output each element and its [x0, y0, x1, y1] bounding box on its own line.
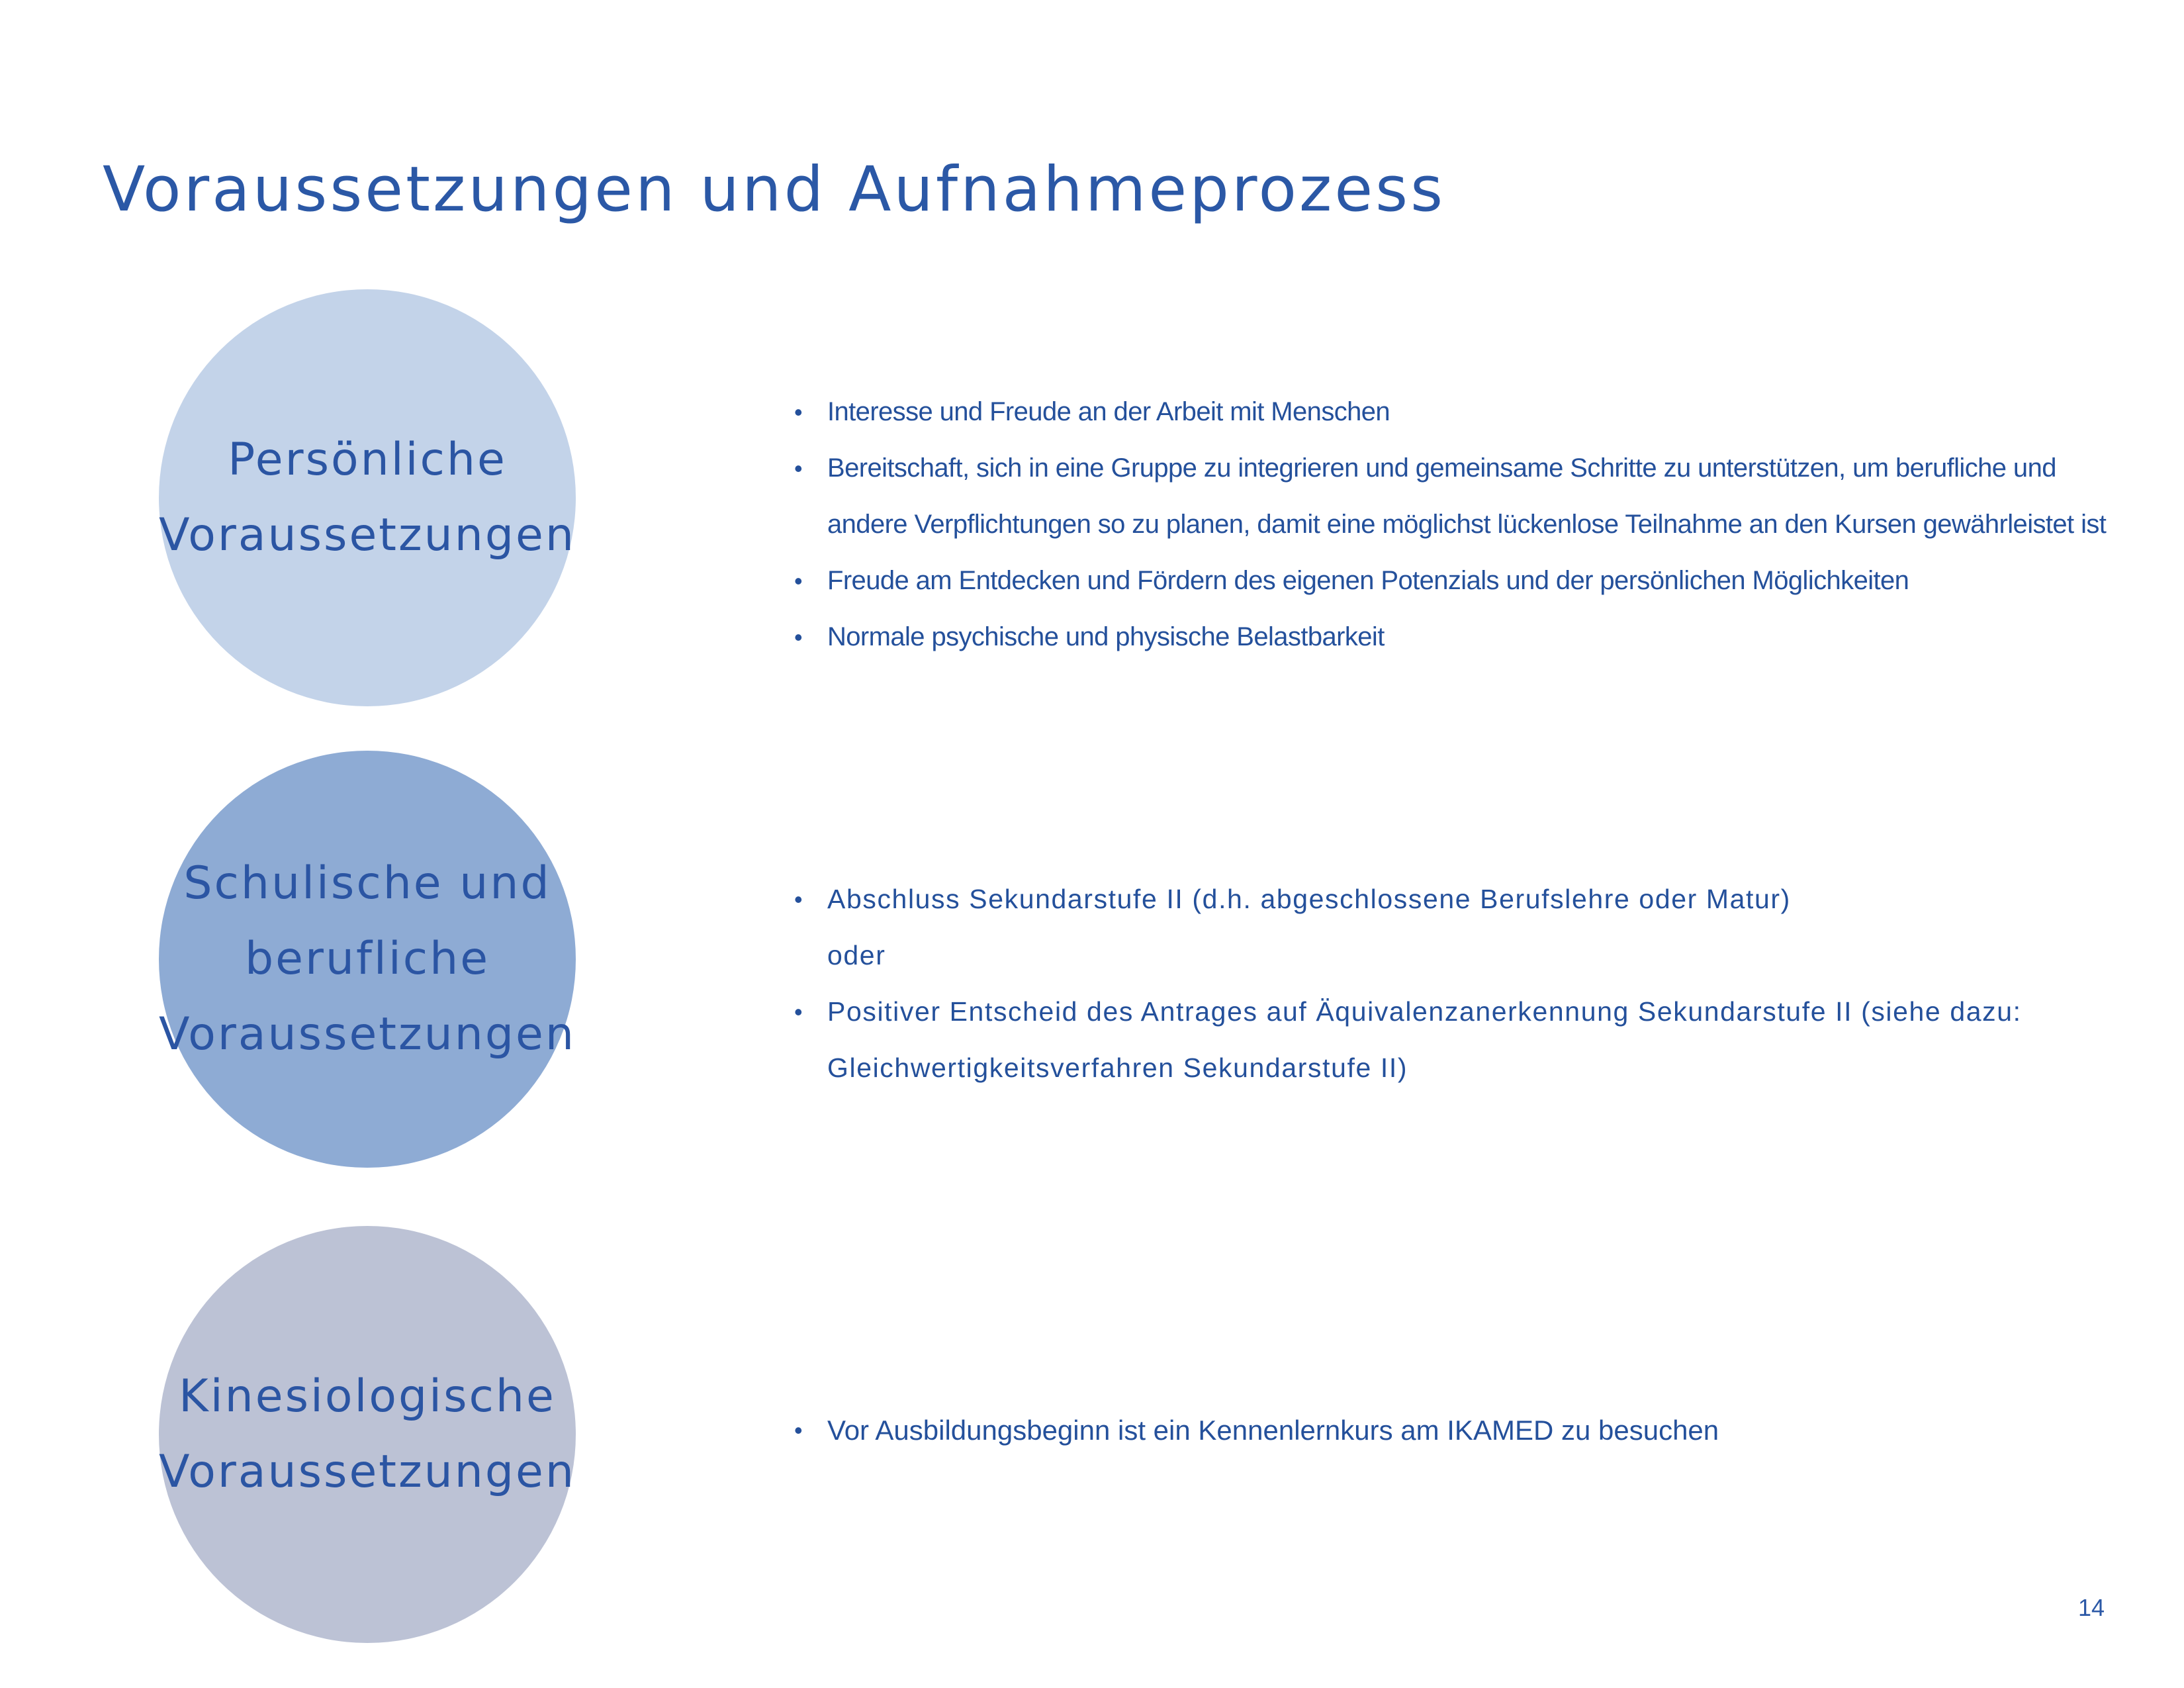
circle-label-line: Persönliche	[228, 434, 507, 486]
bullet: •	[794, 1417, 803, 1444]
circle-persoenliche-voraussetzungen	[159, 289, 576, 706]
circle-label-line: Kinesiologische	[179, 1370, 556, 1423]
list-item-continuation	[794, 927, 2022, 984]
list-item-text: Gleichwertigkeitsverfahren Sekundarstufe II)	[827, 1053, 1408, 1083]
circle-label	[159, 422, 576, 573]
list-item-text: Bereitschaft, sich in eine Gruppe zu integrieren und gemeinsame Schritte zu unterstützen, um berufliche und	[827, 453, 2056, 483]
list-item-text: Positiver Entscheid des Antrages auf Äquivalenzanerkennung Sekundarstufe II (siehe dazu:	[827, 996, 2022, 1027]
list-item	[794, 871, 2022, 927]
bullet: •	[794, 886, 804, 913]
list-item	[794, 984, 2022, 1040]
circle-kinesiologische-voraussetzungen	[159, 1226, 576, 1643]
list-item	[794, 553, 2106, 609]
bullet: •	[794, 998, 804, 1025]
list-item-continuation	[794, 496, 2106, 553]
circle-schulische-berufliche-voraussetzungen	[159, 751, 576, 1168]
circle-label	[159, 1359, 576, 1510]
list-item	[794, 1402, 1719, 1458]
circle-label-line: Voraussetzungen	[159, 509, 576, 561]
list-item-text: oder	[827, 940, 886, 970]
list-item-text: Freude am Entdecken und Fördern des eigenen Potenzials und der persönlichen Möglichkeiten	[827, 566, 1909, 595]
list-item-text: andere Verpflichtungen so zu planen, damit eine möglichst lückenlose Teilnahme an den Kursen gewährleistet ist	[827, 510, 2107, 539]
list-item-text: Interesse und Freude an der Arbeit mit Menschen	[827, 397, 1390, 426]
circle-label-line: Schulische und	[183, 857, 551, 910]
circle-label-line: Voraussetzungen	[159, 1008, 576, 1060]
bullet: •	[794, 399, 803, 426]
list-item-text: Normale psychische und physische Belastbarkeit	[827, 622, 1385, 651]
circle-label-line: berufliche	[244, 933, 490, 985]
requirements-list-kinesiologisch	[794, 1402, 1719, 1458]
page-title: Voraussetzungen und Aufnahmeprozess	[103, 154, 1446, 226]
requirements-list-schulisch	[794, 871, 2022, 1096]
circle-label-line: Voraussetzungen	[159, 1446, 576, 1498]
list-item	[794, 384, 2106, 440]
list-item-text: Abschluss Sekundarstufe II (d.h. abgeschlossene Berufslehre oder Matur)	[827, 884, 1791, 914]
bullet: •	[794, 624, 803, 651]
list-item	[794, 609, 2106, 665]
bullet: •	[794, 567, 803, 594]
list-item-continuation	[794, 1040, 2022, 1096]
list-item-text: Vor Ausbildungsbeginn ist ein Kennenlernkurs am IKAMED zu besuchen	[827, 1415, 1719, 1446]
circle-label	[159, 846, 576, 1072]
bullet: •	[794, 455, 803, 482]
page-number: 14	[2078, 1594, 2105, 1621]
list-item	[794, 440, 2106, 496]
requirements-list-persoenlich	[794, 384, 2106, 665]
